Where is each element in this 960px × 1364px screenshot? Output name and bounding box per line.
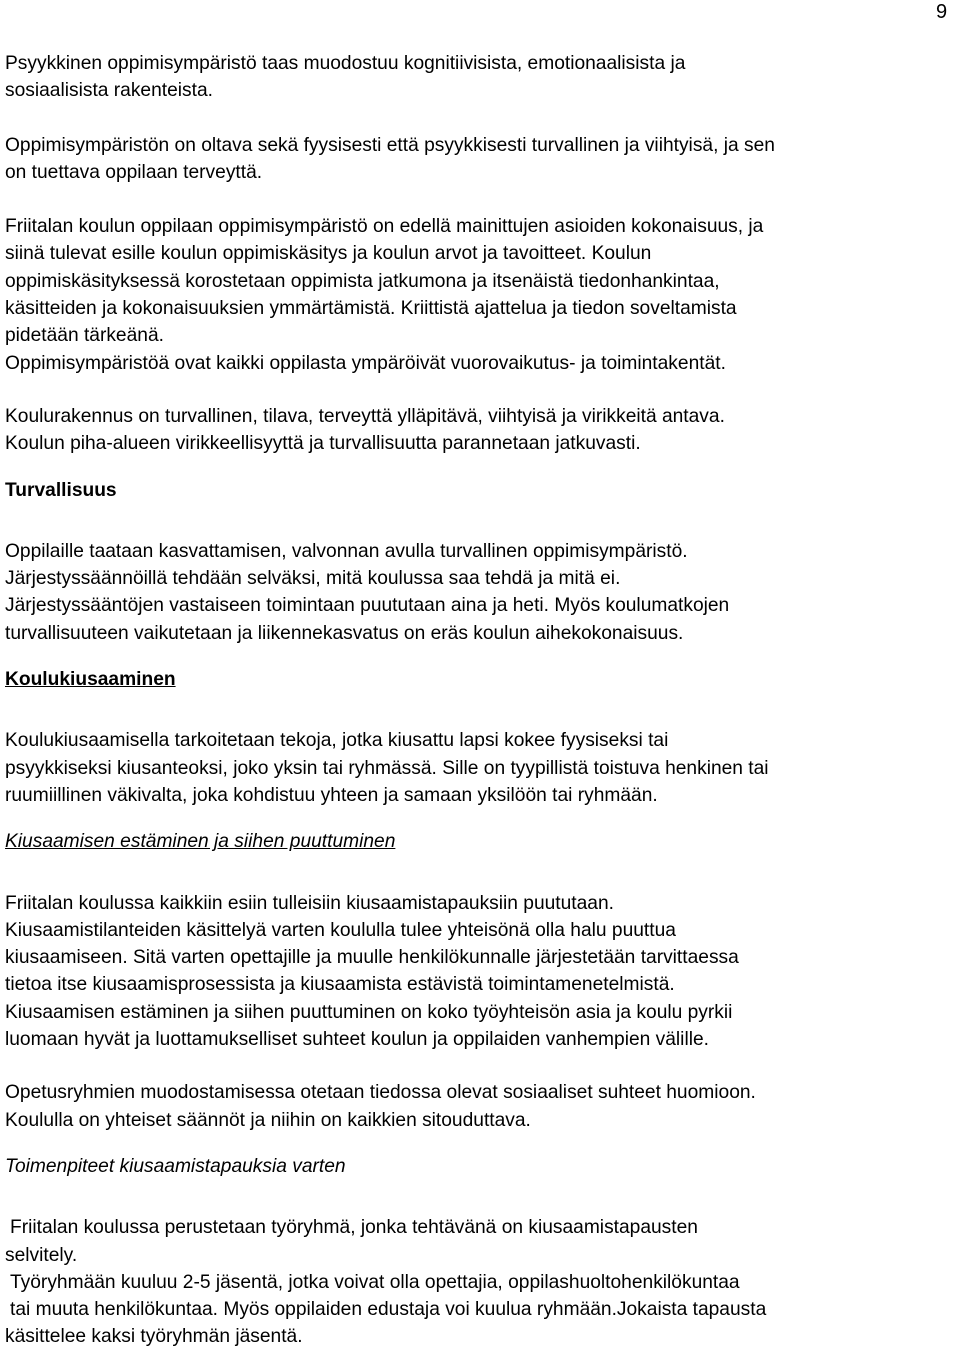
- text-line: Friitalan koulussa perustetaan työryhmä, jonka tehtävänä on kiusaamistapausten: [10, 1217, 698, 1239]
- text-line: siinä tulevat esille koulun oppimiskäsitys ja koulun arvot ja tavoitteet. Koulun: [5, 243, 652, 265]
- heading-turvallisuus: Turvallisuus: [5, 479, 117, 501]
- text-line: tietoa itse kiusaamisprosessista ja kiusaamista estävistä toimintamenetelmistä.: [5, 974, 675, 996]
- heading-toimenpiteet: Toimenpiteet kiusaamistapauksia varten: [5, 1155, 346, 1177]
- text-line: Opetusryhmien muodostamisessa otetaan tiedossa olevat sosiaaliset suhteet huomioon.: [5, 1082, 756, 1104]
- text-line: sosiaalisista rakenteista.: [5, 80, 213, 102]
- text-line: Koulukiusaamisella tarkoitetaan tekoja, jotka kiusattu lapsi kokee fyysiseksi tai: [5, 730, 669, 752]
- text-line: turvallisuuteen vaikutetaan ja liikennekasvatus on eräs koulun aihekokonaisuus.: [5, 622, 684, 644]
- text-line: Oppimisympäristöä ovat kaikki oppilasta ympäröivät vuorovaikutus- ja toimintakentät.: [5, 352, 726, 374]
- paragraph-koulurakennus: [5, 403, 955, 458]
- paragraph-tyoryhman-jasenet: [5, 1269, 955, 1351]
- text-line: Friitalan koulussa kaikkiin esiin tulleisiin kiusaamistapauksiin puututaan.: [5, 892, 614, 914]
- paragraph-turvallisuus: [5, 538, 955, 647]
- paragraph-oppimisympariston: [5, 132, 955, 187]
- paragraph-psyykkinen: [5, 50, 955, 105]
- text-line: Koulun piha-alueen virikkeellisyyttä ja turvallisuutta parannetaan jatkuvasti.: [5, 433, 641, 455]
- text-line: Kiusaamisen estäminen ja siihen puuttuminen on koko työyhteisön asia ja koulu pyrkii: [5, 1001, 733, 1023]
- text-line: tai muuta henkilökuntaa. Myös oppilaiden edustaja voi kuulua ryhmään.Jokaista tapausta: [10, 1299, 767, 1321]
- text-line: Työryhmään kuuluu 2-5 jäsentä, jotka voivat olla opettajia, oppilashuoltohenkilökuntaa: [10, 1271, 740, 1293]
- text-line: pidetään tärkeänä.: [5, 325, 164, 347]
- paragraph-friitalan-oppimisymparisto: [5, 213, 955, 377]
- text-line: Psyykkinen oppimisympäristö taas muodostuu kognitiivisista, emotionaalisista ja: [5, 53, 686, 74]
- paragraph-koulukiusaaminen: [5, 727, 955, 809]
- heading-kiusaamisen-estaminen: Kiusaamisen estäminen ja siihen puuttuminen: [5, 831, 396, 853]
- text-line: Järjestyssääntöjen vastaiseen toimintaan puututaan aina ja heti. Myös koulumatkojen: [5, 595, 730, 617]
- text-line: on tuettava oppilaan terveyttä.: [5, 161, 263, 183]
- text-line: Koulurakennus on turvallinen, tilava, terveyttä ylläpitävä, viihtyisä ja virikkeitä antava.: [5, 405, 725, 427]
- text-line: käsittelee kaksi työryhmän jäsentä.: [5, 1326, 303, 1348]
- text-line: Friitalan koulun oppilaan oppimisympäristö on edellä mainittujen asioiden kokonaisuus, ja: [5, 216, 764, 238]
- text-line: selvitely.: [5, 1244, 78, 1266]
- text-line: kiusaamiseen. Sitä varten opettajille ja muulle henkilökunnalle järjestetään tarvittaessa: [5, 947, 739, 969]
- text-line: Oppimisympäristön on oltava sekä fyysisesti että psyykkisesti turvallinen ja viihtyisä, ja sen: [5, 134, 775, 156]
- paragraph-tyoryhma: [5, 1214, 955, 1269]
- text-line: Järjestyssäännöillä tehdään selväksi, mitä koulussa saa tehdä ja mitä ei.: [5, 568, 621, 590]
- text-line: luomaan hyvät ja luottamukselliset suhteet koulun ja oppilaiden vanhempien välille.: [5, 1029, 709, 1051]
- text-line: Oppilaille taataan kasvattamisen, valvonnan avulla turvallinen oppimisympäristö.: [5, 540, 688, 562]
- paragraph-estaminen: [5, 890, 955, 1054]
- heading-koulukiusaaminen: Koulukiusaaminen: [5, 669, 176, 691]
- document-body: [5, 50, 955, 1351]
- text-line: psyykkiseksi kiusanteoksi, joko yksin tai ryhmässä. Sille on tyypillistä toistuva henkinen tai: [5, 757, 769, 779]
- text-line: oppimiskäsityksessä korostetaan oppimista jatkumona ja itsenäistä tiedonhankintaa,: [5, 270, 720, 292]
- page-number: 9: [936, 1, 948, 23]
- paragraph-opetusryhmat: [5, 1079, 955, 1134]
- text-line: Kiusaamistilanteiden käsittelyä varten koululla tulee yhteisönä olla halu puuttua: [5, 919, 676, 941]
- text-line: Koululla on yhteiset säännöt ja niihin on kaikkien sitouduttava.: [5, 1109, 531, 1131]
- text-line: käsitteiden ja kokonaisuuksien ymmärtämistä. Kriittistä ajattelua ja tiedon soveltamista: [5, 298, 737, 320]
- text-line: ruumiillinen väkivalta, joka kohdistuu yhteen ja samaan yksilöön tai ryhmään.: [5, 784, 658, 806]
